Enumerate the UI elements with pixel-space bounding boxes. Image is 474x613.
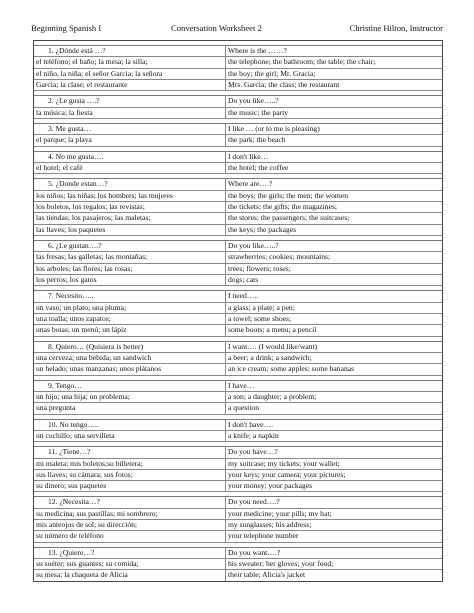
vocab-row: [34, 135, 442, 146]
vocab-row: [34, 392, 442, 403]
spanish-prompt: 5. ¿Donde estan…?: [48, 179, 108, 189]
spanish-prompt: 11. ¿Tiene…?: [48, 447, 91, 457]
prompt-row: [34, 179, 442, 190]
vocab-row: [34, 303, 442, 314]
spanish-vocab: su dinero; sus paquetes: [36, 481, 107, 491]
vocab-row: [34, 559, 442, 570]
prompt-row: [34, 46, 442, 57]
spanish-vocab: una pregunta: [36, 403, 76, 413]
vocab-row: [34, 108, 442, 119]
english-vocab: Mrs. Garcia; the class; the restaurant: [228, 79, 340, 89]
spanish-vocab: un helado; unas manzanas; unos plátanos: [36, 364, 162, 374]
spanish-prompt: 8. Quiero… (Quisiera is better): [48, 341, 144, 351]
vocab-row: [34, 314, 442, 325]
spanish-vocab: las fresas; las galletas; las montañas;: [36, 252, 148, 262]
vocab-row: [34, 225, 442, 236]
english-vocab: an ice cream; some apples; some bananas: [228, 364, 355, 374]
english-vocab: a son; a daughter; a problem;: [228, 391, 317, 401]
english-vocab: a beer; a drink; a sandwich;: [228, 352, 312, 362]
english-vocab: some boots; a menu; a pencil: [228, 325, 317, 335]
vocab-row: [34, 264, 442, 275]
spanish-prompt: 7. Necesito…..: [48, 291, 94, 301]
english-prompt: I like … (or to me is pleasing): [228, 123, 320, 133]
prompt-row: [34, 420, 442, 431]
vocab-row: [34, 353, 442, 364]
english-vocab: your medicine; your pills; my hat;: [228, 508, 332, 518]
prompt-row: [34, 447, 442, 458]
spanish-vocab: los niños; las niñas; los hombres; las mujeres: [36, 190, 173, 200]
spanish-vocab: los perros; los gatos: [36, 274, 97, 284]
english-vocab: the music; the party: [228, 107, 289, 117]
spanish-prompt: 1. ¿Dónde está …?: [48, 46, 106, 55]
spanish-vocab: las llaves; los paquetes: [36, 224, 106, 234]
vocab-row: [34, 470, 442, 481]
vocab-row: [34, 520, 442, 531]
vocab-row: [34, 191, 442, 202]
english-vocab: my sunglasses; his address;: [228, 520, 312, 530]
vocab-row: [34, 275, 442, 286]
prompt-row: [34, 381, 442, 392]
vocab-row: [34, 325, 442, 336]
vocab-row: [34, 80, 442, 91]
prompt-row: [34, 241, 442, 252]
english-vocab: dogs; cats: [228, 274, 259, 284]
spanish-vocab: una cerveza; una bebida; un sandwich: [36, 352, 152, 362]
vocab-row: [34, 459, 442, 470]
spanish-prompt: 4. No me gusta….: [48, 151, 104, 161]
english-vocab: the hotel; the coffee: [228, 162, 289, 172]
vocab-row: [34, 570, 442, 580]
english-vocab: your money; your packages: [228, 481, 313, 491]
english-vocab: a knife; a napkin: [228, 430, 279, 440]
spanish-vocab: su mesa; la chaqueta de Alicia: [36, 570, 128, 580]
spanish-vocab: el hotel; el café: [36, 162, 83, 172]
english-prompt: I want…. (I would like/want): [228, 341, 318, 351]
prompt-row: [34, 342, 442, 353]
worksheet-table: [33, 40, 443, 582]
spanish-vocab: el teléfono; el baño; la mesa; la silla;: [36, 57, 148, 67]
english-prompt: Where are….?: [228, 179, 273, 189]
english-vocab: a question: [228, 403, 260, 413]
spanish-vocab: la música; la fiesta: [36, 107, 93, 117]
prompt-row: [34, 96, 442, 107]
spanish-prompt: 6. ¿Le gustan….?: [48, 240, 102, 250]
english-prompt: Where is the ……?: [228, 46, 287, 55]
vocab-row: [34, 252, 442, 263]
spanish-vocab: unas botas; un menú; un lápiz: [36, 325, 127, 335]
english-vocab: the park; the beach: [228, 135, 286, 145]
english-prompt: I have…: [228, 380, 255, 390]
spanish-prompt: 9. Tengo…: [48, 380, 82, 390]
spanish-vocab: sus llaves; su cámara; sus fotos;: [36, 469, 133, 479]
prompt-row: [34, 152, 442, 163]
spanish-vocab: su número de teléfono: [36, 531, 104, 541]
english-prompt: Do you have…?: [228, 447, 278, 457]
vocab-row: [34, 481, 442, 492]
vocab-row: [34, 403, 442, 414]
worksheet-title: Conversation Worksheet 2: [171, 23, 262, 33]
spanish-vocab: el parque; la playa: [36, 135, 92, 145]
english-vocab: a towel; some shoes;: [228, 313, 292, 323]
prompt-row: [34, 291, 442, 302]
english-vocab: the keys; the packages: [228, 224, 297, 234]
english-vocab: the boy; the girl; Mr. Gracia;: [228, 68, 316, 78]
spanish-vocab: mis anteojos de sol; su dirección;: [36, 520, 138, 530]
spanish-vocab: un cuchillo; una servilleta: [36, 430, 115, 440]
spanish-vocab: su medicina; sus pastillas; mi sombrero;: [36, 508, 158, 518]
spanish-vocab: una toalla; unos zapatos;: [36, 313, 111, 323]
spanish-prompt: 2. ¿Le gusta ….?: [48, 96, 100, 106]
english-prompt: Do you like…..?: [228, 96, 279, 106]
vocab-row: [34, 364, 442, 375]
spanish-prompt: 10. No tengo…..: [48, 419, 99, 429]
spanish-vocab: Garcia; la clase; el restaurante: [36, 79, 128, 89]
english-vocab: a glass; a plate; a pen;: [228, 302, 295, 312]
english-prompt: Do you need….?: [228, 497, 280, 507]
vocab-row: [34, 509, 442, 520]
spanish-vocab: su suéter; sus guantes; su comida;: [36, 559, 139, 569]
english-prompt: Do you want….?: [228, 547, 281, 557]
prompt-row: [34, 548, 442, 559]
spanish-vocab: los arboles; las flores; las rosas;: [36, 263, 133, 273]
english-vocab: the telephone; the bathroom; the table; the chair;: [228, 57, 376, 67]
english-vocab: the tickets; the gifts; the magazines;: [228, 201, 338, 211]
english-prompt: I need…..: [228, 291, 259, 301]
spanish-prompt: 12. ¿Necesita…?: [48, 497, 100, 507]
english-vocab: your telephone number: [228, 531, 299, 541]
spanish-vocab: las tiendas; los pasajeros; las maletas;: [36, 213, 151, 223]
english-vocab: the boys; the girls; the men; the women: [228, 190, 349, 200]
prompt-row: [34, 124, 442, 135]
english-vocab: my suitcase; my tickets; your wallet;: [228, 458, 340, 468]
english-vocab: strawberries; cookies; mountains;: [228, 252, 331, 262]
prompt-row: [34, 497, 442, 508]
spanish-prompt: 3. Me gusta…: [48, 123, 92, 133]
vocab-row: [34, 57, 442, 68]
vocab-row: [34, 213, 442, 224]
english-prompt: Do you like…..?: [228, 240, 279, 250]
spanish-vocab: el niño, la niña; el señor Garcia; la señora: [36, 68, 163, 78]
vocab-row: [34, 431, 442, 442]
english-vocab: the stores; the passengers; the suitcases;: [228, 213, 350, 223]
instructor-name: Christine Hilton, Instructor: [349, 23, 443, 33]
english-vocab: their table; Alicia's jacket: [228, 570, 306, 580]
course-name: Beginning Spanish I: [31, 23, 102, 33]
vocab-row: [34, 69, 442, 80]
english-vocab: his sweater; her gloves; your food;: [228, 559, 334, 569]
spanish-vocab: los boletos, los regalos; las revistas;: [36, 201, 145, 211]
vocab-row: [34, 531, 442, 542]
spanish-vocab: mi maleta; mis boletos;su billetera;: [36, 458, 143, 468]
english-prompt: I don't have….: [228, 419, 274, 429]
spanish-prompt: 13. ¿Quiere…?: [48, 547, 95, 557]
english-prompt: I don't like…: [228, 151, 269, 161]
vocab-row: [34, 202, 442, 213]
spanish-vocab: un hijo; una hija; un problema;: [36, 391, 130, 401]
spanish-vocab: un vaso; un plato; una pluma;: [36, 302, 127, 312]
page-header: [31, 23, 441, 35]
english-vocab: your keys; your camera; your pictures;: [228, 469, 346, 479]
vocab-row: [34, 163, 442, 174]
english-vocab: trees; flowers; roses;: [228, 263, 291, 273]
